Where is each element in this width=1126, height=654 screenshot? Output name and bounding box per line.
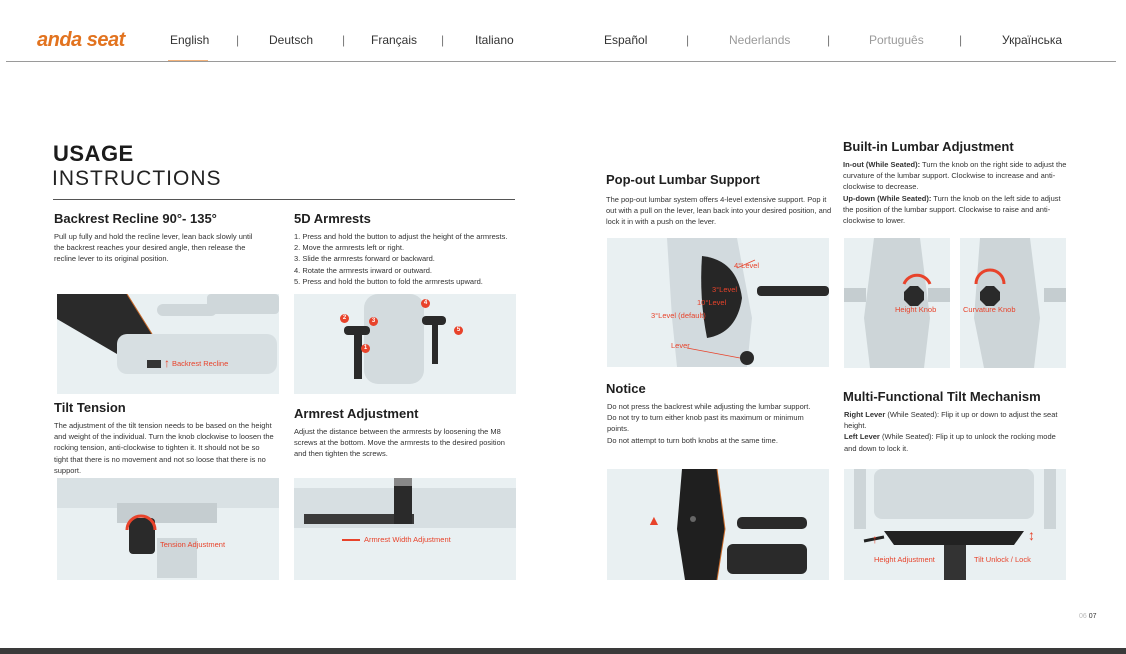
popout-lumbar-image — [607, 238, 829, 367]
armrest-adjustment-image — [294, 478, 516, 580]
backrest-recline-title: Backrest Recline 90°- 135° — [54, 211, 217, 226]
lang-separator: | — [342, 33, 346, 47]
builtin-lumbar-text — [843, 159, 1068, 226]
lang-separator: | — [236, 33, 240, 47]
lang-italiano[interactable]: Italiano — [475, 33, 514, 47]
armrest-width-callout: Armrest Width Adjustment — [364, 535, 451, 544]
lumbar-level-label: 10°Level — [697, 298, 727, 307]
armrests-5d-image — [294, 294, 516, 394]
lang-separator: | — [959, 33, 963, 47]
marker-5: 5 — [454, 326, 463, 335]
lang-english[interactable]: English — [170, 33, 210, 47]
bottom-bar — [0, 648, 1126, 654]
armrest-adjustment-text: Adjust the distance between the armrests by loosening the M8 screws at the bottom. Move the armrests to the desired position and then tighten the screws. — [294, 427, 505, 459]
left-lever-lead: Left Lever — [844, 432, 880, 442]
curvature-knob-image — [960, 238, 1066, 368]
warning-icon: ▲ — [647, 512, 661, 528]
lumbar-level-label: 4°Level — [734, 261, 760, 270]
lumbar-level-label: 3°Level (default) — [651, 311, 706, 320]
left-lever-body: (While Seated): Flip it up to unlock the rocking mode and down to lock it. — [844, 432, 1056, 453]
page-title: USAGE — [53, 141, 134, 166]
armrests-5d-item: 5. Press and hold the button to fold the armrests upward. — [294, 276, 483, 286]
svg-text:anda seat: anda seat — [37, 29, 125, 51]
lever-label: Lever — [671, 341, 690, 350]
marker-1: 1 — [361, 344, 370, 353]
updown-body: Turn the knob on the left side to adjust the position of the lumbar support. Clockwise to raise and anti-clockwise to lower. — [843, 193, 1061, 226]
armrest-width-illustration — [294, 478, 516, 580]
chair-recline-illustration — [57, 294, 279, 394]
armrest-adjustment-title: Armrest Adjustment — [294, 406, 419, 421]
notice-line: Do not attempt to turn both knobs at the same time. — [607, 435, 778, 445]
armrests-5d-title: 5D Armrests — [294, 211, 371, 226]
armrests-5d-item: 2. Move the armrests left or right. — [294, 243, 405, 253]
armrests-5d-list — [294, 231, 539, 287]
updown-lead: Up-down (While Seated): — [843, 193, 932, 203]
page-number: 06 07 — [1079, 613, 1097, 620]
notice-text — [607, 401, 822, 446]
lang-deutsch[interactable]: Deutsch — [269, 33, 314, 47]
lang-separator: | — [827, 33, 831, 47]
inout-body: Turn the knob on the right side to adjust the curvature of the lumbar support. Clockwise to increase and anti-clockwise to decrease. — [843, 160, 1067, 192]
marker-4: 4 — [421, 299, 430, 308]
tilt-tension-image — [57, 478, 279, 580]
tension-knob-illustration — [57, 478, 279, 580]
tilt-unlock-callout: Tilt Unlock / Lock — [974, 555, 1031, 564]
arrow-up-icon: ↑ — [872, 532, 878, 546]
nav-divider — [6, 61, 1116, 62]
lang-separator: | — [686, 33, 690, 47]
curvature-knob-illustration — [960, 238, 1066, 368]
notice-line: Do not try to turn either knob past its maximum or minimum points. — [607, 413, 804, 434]
inout-lead: In-out (While Seated): — [843, 160, 921, 169]
tilt-tension-title: Tilt Tension — [54, 400, 126, 415]
armrests-5d-item: 3. Slide the armrests forward or backward. — [294, 254, 435, 264]
notice-line: Do not press the backrest while adjusting the lumbar support. — [607, 402, 811, 411]
armrests-5d-item: 4. Rotate the armrests inward or outward. — [294, 265, 432, 275]
lang-ukrainian[interactable]: Українська — [1002, 33, 1063, 47]
lang-portugues[interactable]: Português — [869, 33, 924, 47]
page-subtitle: INSTRUCTIONS — [52, 167, 222, 190]
backrest-recline-callout: Backrest Recline — [172, 359, 229, 368]
right-lever-lead: Right Lever — [844, 410, 886, 419]
chair-side-illustration — [607, 469, 829, 580]
notice-title: Notice — [606, 381, 646, 396]
right-lever-body: (While Seated): Flip it up or down to adjust the seat height. — [844, 410, 1058, 431]
lang-espanol[interactable]: Español — [604, 33, 648, 47]
tilt-mechanism-image — [844, 469, 1066, 580]
arrow-up-icon: ↑ — [164, 356, 170, 370]
lang-francais[interactable]: Français — [371, 33, 418, 47]
height-knob-illustration — [844, 238, 950, 368]
brand-logo[interactable] — [37, 26, 149, 52]
lang-separator: | — [441, 33, 445, 47]
backrest-recline-image — [57, 294, 279, 394]
tension-adjustment-callout: Tension Adjustment — [160, 540, 226, 549]
height-adjustment-callout: Height Adjustment — [874, 555, 935, 564]
title-divider — [53, 199, 515, 200]
height-knob-callout: Height Knob — [895, 305, 937, 314]
lang-nederlands[interactable]: Nederlands — [729, 33, 791, 47]
builtin-lumbar-title: Built-in Lumbar Adjustment — [843, 139, 1014, 154]
lumbar-level-label: 3°Level — [712, 285, 738, 294]
armrest-illustration — [294, 294, 516, 394]
armrests-5d-item: 1. Press and hold the button to adjust the height of the armrests. — [294, 232, 508, 241]
tilt-mechanism-title: Multi-Functional Tilt Mechanism — [843, 389, 1041, 404]
marker-2: 2 — [340, 314, 349, 323]
height-knob-image — [844, 238, 950, 368]
notice-image — [607, 469, 829, 580]
backrest-recline-text: Pull up fully and hold the recline lever, lean back slowly until the backrest reaches your desired angle, then release the recline lever to its original position. — [54, 232, 253, 264]
curvature-knob-callout: Curvature Knob — [963, 305, 1016, 314]
tilt-tension-text: The adjustment of the tilt tension needs to be based on the height and weight of the individual. Turn the knob clockwise to loosen the rocking tension, anti-clockwise to tighten it. It should not be so tight that there is no movement and not so loose that there is no support. — [54, 421, 274, 475]
popout-lumbar-text: The pop-out lumbar system offers 4-level extensive support. Pop it out with a pull on the lever, lean back into your desired position, and lock it in with a push on the lever. — [606, 195, 832, 227]
top-navigation — [0, 0, 1126, 64]
marker-3: 3 — [369, 317, 378, 326]
popout-lumbar-title: Pop-out Lumbar Support — [606, 172, 760, 187]
arrow-up-down-icon: ↕ — [1028, 527, 1035, 543]
tilt-mechanism-text — [844, 409, 1066, 454]
